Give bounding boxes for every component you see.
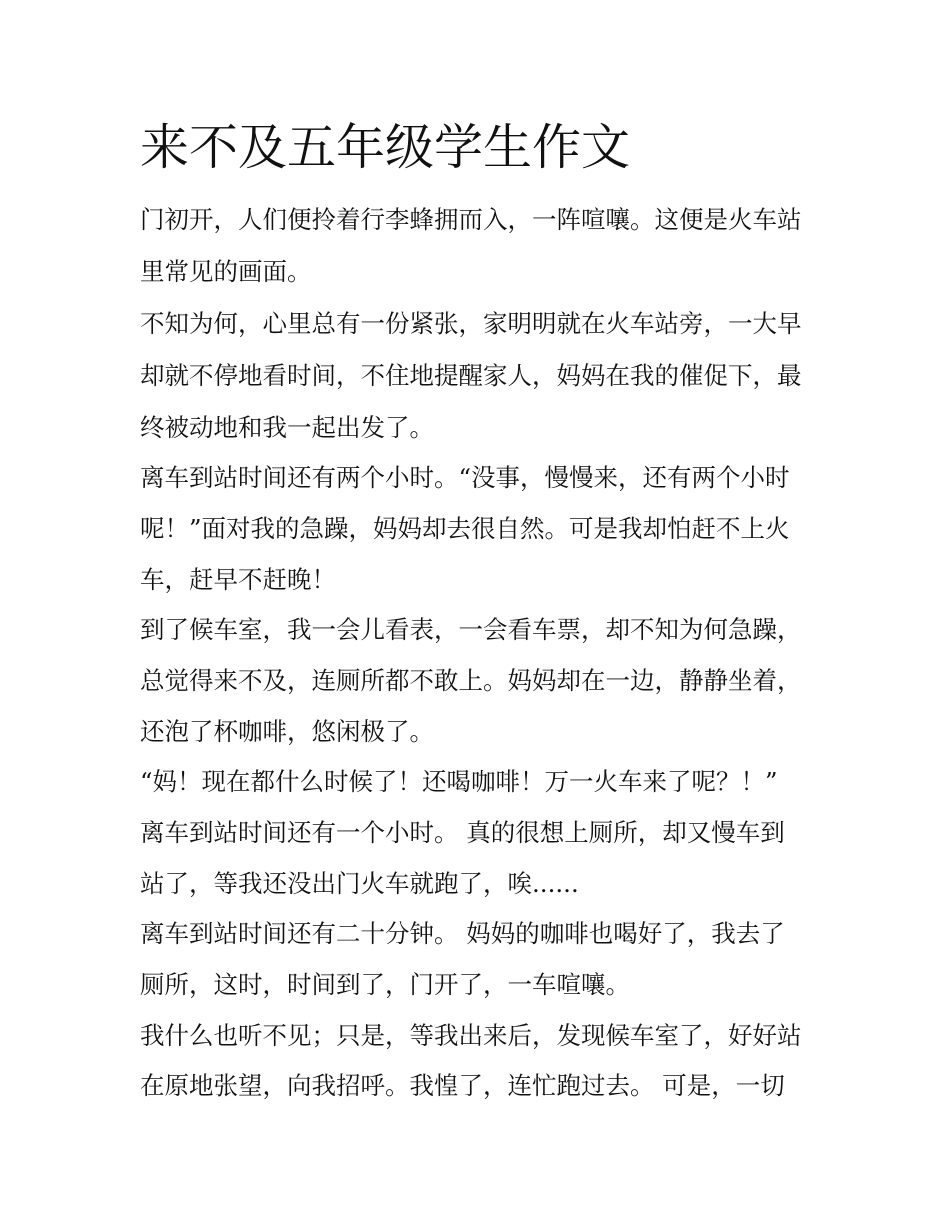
text-line: 站了，等我还没出门火车就跑了，唉......: [140, 869, 579, 898]
text-line: 不知为何，心里总有一份紧张，家明明就在火车站旁，一大早: [140, 309, 802, 338]
text-line: 在原地张望，向我招呼。我惶了，连忙跑过去。 可是，一切: [140, 1071, 785, 1100]
text-line: 门初开，人们便拎着行李蜂拥而入，一阵喧嚷。这便是火车站: [140, 205, 802, 234]
essay-title: 来不及五年级学生作文: [140, 119, 631, 176]
text-line: 终被动地和我一起出发了。: [140, 413, 434, 442]
text-line: 却就不停地看时间，不住地提醒家人，妈妈在我的催促下，最: [140, 361, 802, 390]
text-line: 离车到站时间还有一个小时。 真的很想上厕所，却又慢车到: [140, 818, 785, 847]
text-line: 我什么也听不见；只是，等我出来后，发现候车室了，好好站: [140, 1021, 802, 1050]
text-line: 还泡了杯咖啡，悠闲极了。: [140, 717, 434, 746]
text-line: “妈！现在都什么时候了！还喝咖啡！万一火车来了呢？！”: [140, 767, 778, 796]
text-line: 到了候车室，我一会儿看表，一会看车票，却不知为何急躁，: [140, 615, 802, 644]
text-line: 离车到站时间还有两个小时。“没事，慢慢来，还有两个小时: [140, 463, 790, 492]
text-line: 总觉得来不及，连厕所都不敢上。妈妈却在一边，静静坐着，: [140, 666, 802, 695]
text-line: 车，赶早不赶晚！: [140, 565, 336, 594]
text-line: 厕所，这时，时间到了，门开了，一车喧嚷。: [140, 970, 630, 999]
text-line: 呢！”面对我的急躁，妈妈却去很自然。可是我却怕赶不上火: [140, 514, 790, 543]
text-line: 离车到站时间还有二十分钟。 妈妈的咖啡也喝好了，我去了: [140, 919, 785, 948]
text-line: 里常见的画面。: [140, 257, 312, 286]
